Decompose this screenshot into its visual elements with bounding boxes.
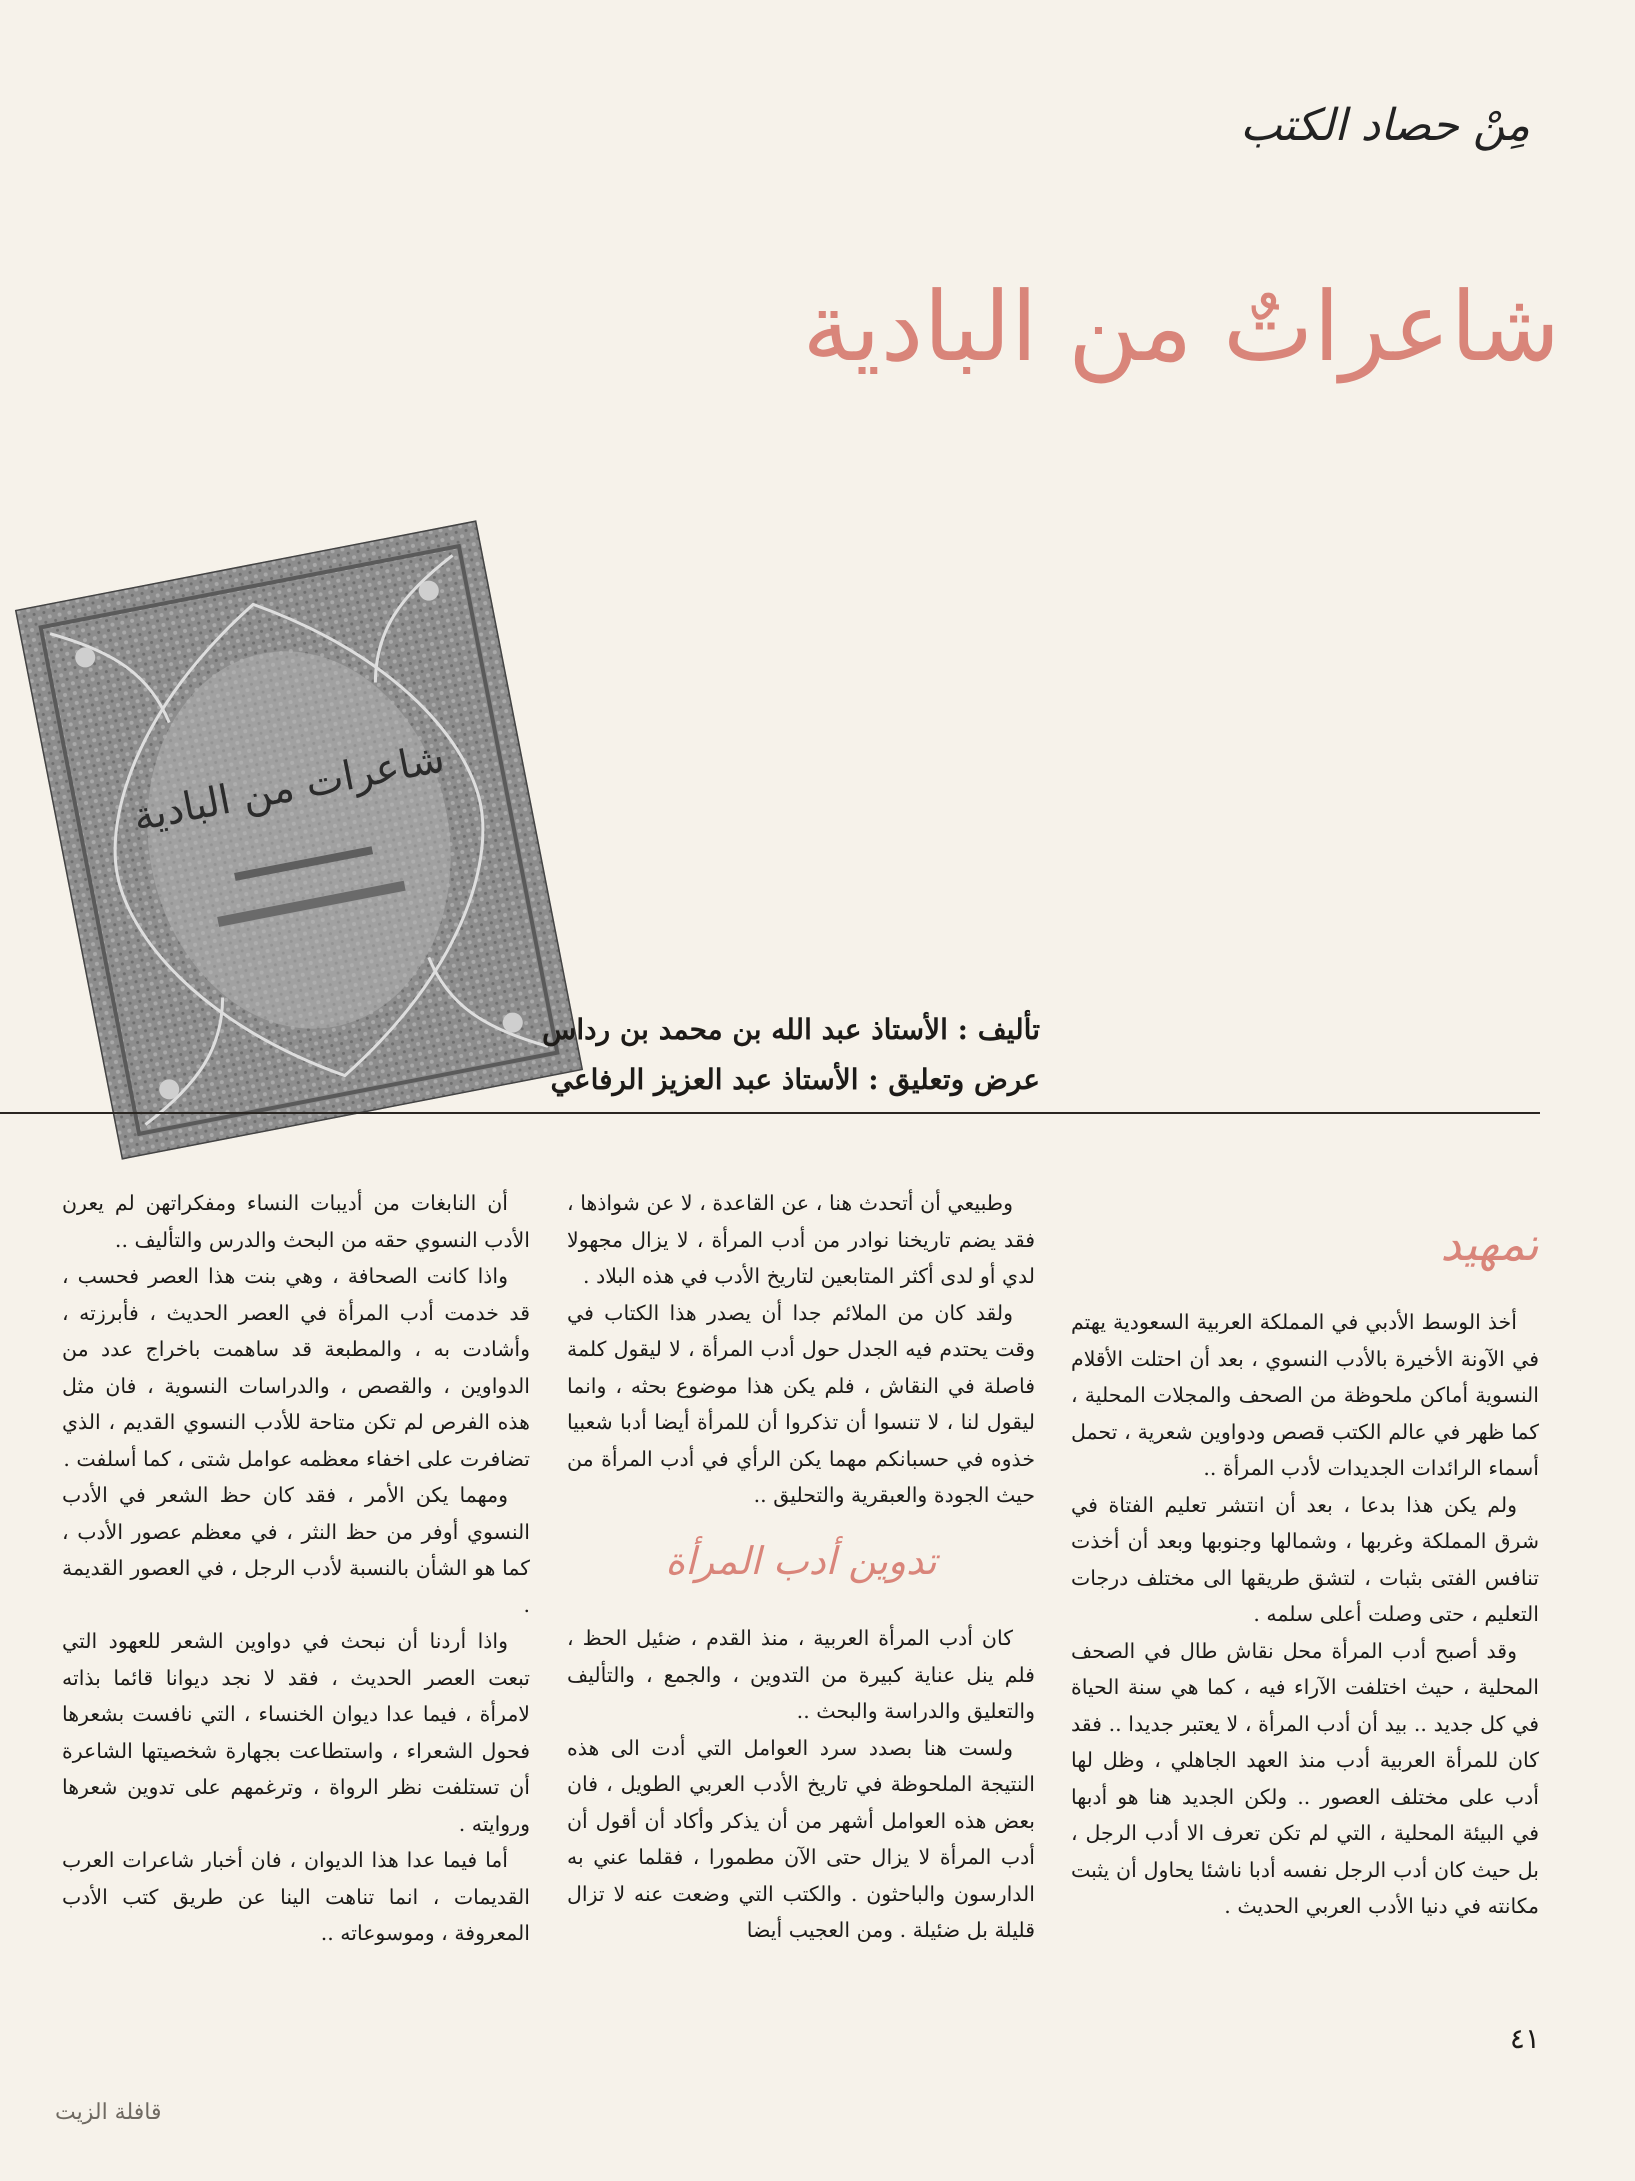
divider [0, 1112, 1540, 1114]
paragraph: وطبيعي أن أتحدث هنا ، عن القاعدة ، لا عن شواذها ، فقد يضم تاريخنا نوادر من أدب المرأة ، لا يزال مجهولا لدي أو لدى أكثر المتابعين لتاريخ الأدب في هذه البلاد . [567, 1191, 1035, 1288]
paragraph: وقد أصبح أدب المرأة محل نقاش طال في الصحف المحلية ، حيث اختلفت الآراء فيه ، كما هي سنة الحياة في كل جديد .. بيد أن أدب المرأة ، لا يعتبر جديدا .. فقد كان للمرأة العربية أدب منذ العهد الجاهلي ، وظل لها أدب على مختلف العصور .. ولكن الجديد هنا هو أدبها في البيئة المحلية ، التي لم تكن تعرف الا أدب الرجل ، بل حيث كان أدب الرجل نفسه أدبا ناشئا يحاول أن يثبت مكانته في دنيا الأدب العربي الحديث . [1071, 1638, 1539, 1919]
paragraph: واذا كانت الصحافة ، وهي بنت هذا العصر فحسب ، قد خدمت أدب المرأة في العصر الحديث ، فأبرزته ، وأشادت به ، والمطبعة قد ساهمت باخراج عدد من الدواوين ، والقصص ، والدراسات النسوية ، فان مثل هذه الفرص لم تكن متاحة للأدب النسوي القديم ، الذي تضافرت على اخفاء معظمه عوامل شتى ، كما أسلفت . [62, 1264, 530, 1471]
paragraph: ولست هنا بصدد سرد العوامل التي أدت الى هذه النتيجة الملحوظة في تاريخ الأدب العربي الطويل ، فان بعض هذه العوامل أشهر من أن يذكر وأكاد أن أقول أن أدب المرأة لا يزال حتى الآن مطمورا ، فقلما عني به الدارسون والباحثون . والكتب التي وضعت عنه لا تزال قليلة بل ضئيلة . ومن العجيب أيضا [567, 1735, 1035, 1943]
column-middle [567, 1185, 1035, 2050]
paragraph: واذا أردنا أن نبحث في دواوين الشعر للعهود التي تبعت العصر الحديث ، فقد لا نجد ديوانا قائما بذاته لامرأة ، فيما عدا ديوان الخنساء ، التي نافست بشعرها فحول الشعراء ، واستطاعت بجهارة شخصيتها الشاعرة أن تستلفت نظر الرواة ، وترغمهم على تدوين شعرها وروايته . [62, 1629, 530, 1836]
page-number: ٤١ [1509, 2022, 1540, 2055]
paragraph: ومهما يكن الأمر ، فقد كان حظ الشعر في الأدب النسوي أوفر من حظ النثر ، في معظم عصور الأدب ، كما هو الشأن بالنسبة لأدب الرجل ، في العصور القديمة . [62, 1483, 530, 1617]
paragraph: أن النابغات من أديبات النساء ومفكراتهن لم يعرن الأدب النسوي حقه من البحث والدرس والتأليف .. [62, 1191, 530, 1252]
paragraph: ولقد كان من الملائم جدا أن يصدر هذا الكتاب في وقت يحتدم فيه الجدل حول أدب المرأة ، لا ليقول كلمة فاصلة في النقاش ، فلم يكن هذا موضوع بحثه ، وانما ليقول لنا ، لا تنسوا أن تذكروا أن للمرأة أيضا أدبا شعبيا خذوه في حسبانكم مهما يكن الرأي في أدب المرأة من حيث الجودة والعبقرية والتحليق .. [567, 1300, 1035, 1507]
reviewer-credit: عرض وتعليق : الأستاذ عبد العزيز الرفاعي [550, 1063, 1040, 1096]
column-right [1071, 1185, 1539, 2050]
paragraph: أخذ الوسط الأدبي في المملكة العربية السعودية يهتم في الآونة الأخيرة بالأدب النسوي ، بعد أن احتلت الأقلام النسوية أماكن ملحوظة من الصحف والمجلات المحلية ، كما ظهر في عالم الكتب قصص ودواوين شعرية ، تحمل أسماء الرائدات الجديدات لأدب المرأة .. [1071, 1310, 1539, 1481]
page-title: شاعراتٌ من البادية [802, 271, 1560, 383]
magazine-name: قافلة الزيت [55, 2100, 162, 2125]
book-cover-title: شاعرات من البادية [129, 735, 449, 841]
author-credit: تأليف : الأستاذ عبد الله بن محمد بن رداس [542, 1013, 1040, 1046]
paragraph: كان أدب المرأة العربية ، منذ القدم ، ضئيل الحظ ، فلم ينل عناية كبيرة من التدوين ، والجمع ، والتأليف والتعليق والدراسة والبحث .. [567, 1626, 1035, 1724]
column-left [62, 1185, 530, 2050]
section-heading-intro: تمهيد [1440, 1217, 1539, 1271]
credits [340, 1005, 1040, 1105]
section-heading-recording: تدوين أدب المرأة [665, 1538, 937, 1583]
section-header: مِنْ حصاد الكتب [1240, 100, 1530, 151]
paragraph: ولم يكن هذا بدعا ، بعد أن انتشر تعليم الفتاة في شرق المملكة وغربها ، وشمالها وجنوبها وبعد أن أخذت تنافس الفتى بثبات ، لتشق طريقها الى مختلف درجات التعليم ، حتى وصلت أعلى سلمه . [1071, 1492, 1539, 1627]
paragraph: أما فيما عدا هذا الديوان ، فان أخبار شاعرات العرب القديمات ، انما تناهت الينا عن طريق كتب الأدب المعروفة ، وموسوعاته .. [62, 1848, 530, 1945]
